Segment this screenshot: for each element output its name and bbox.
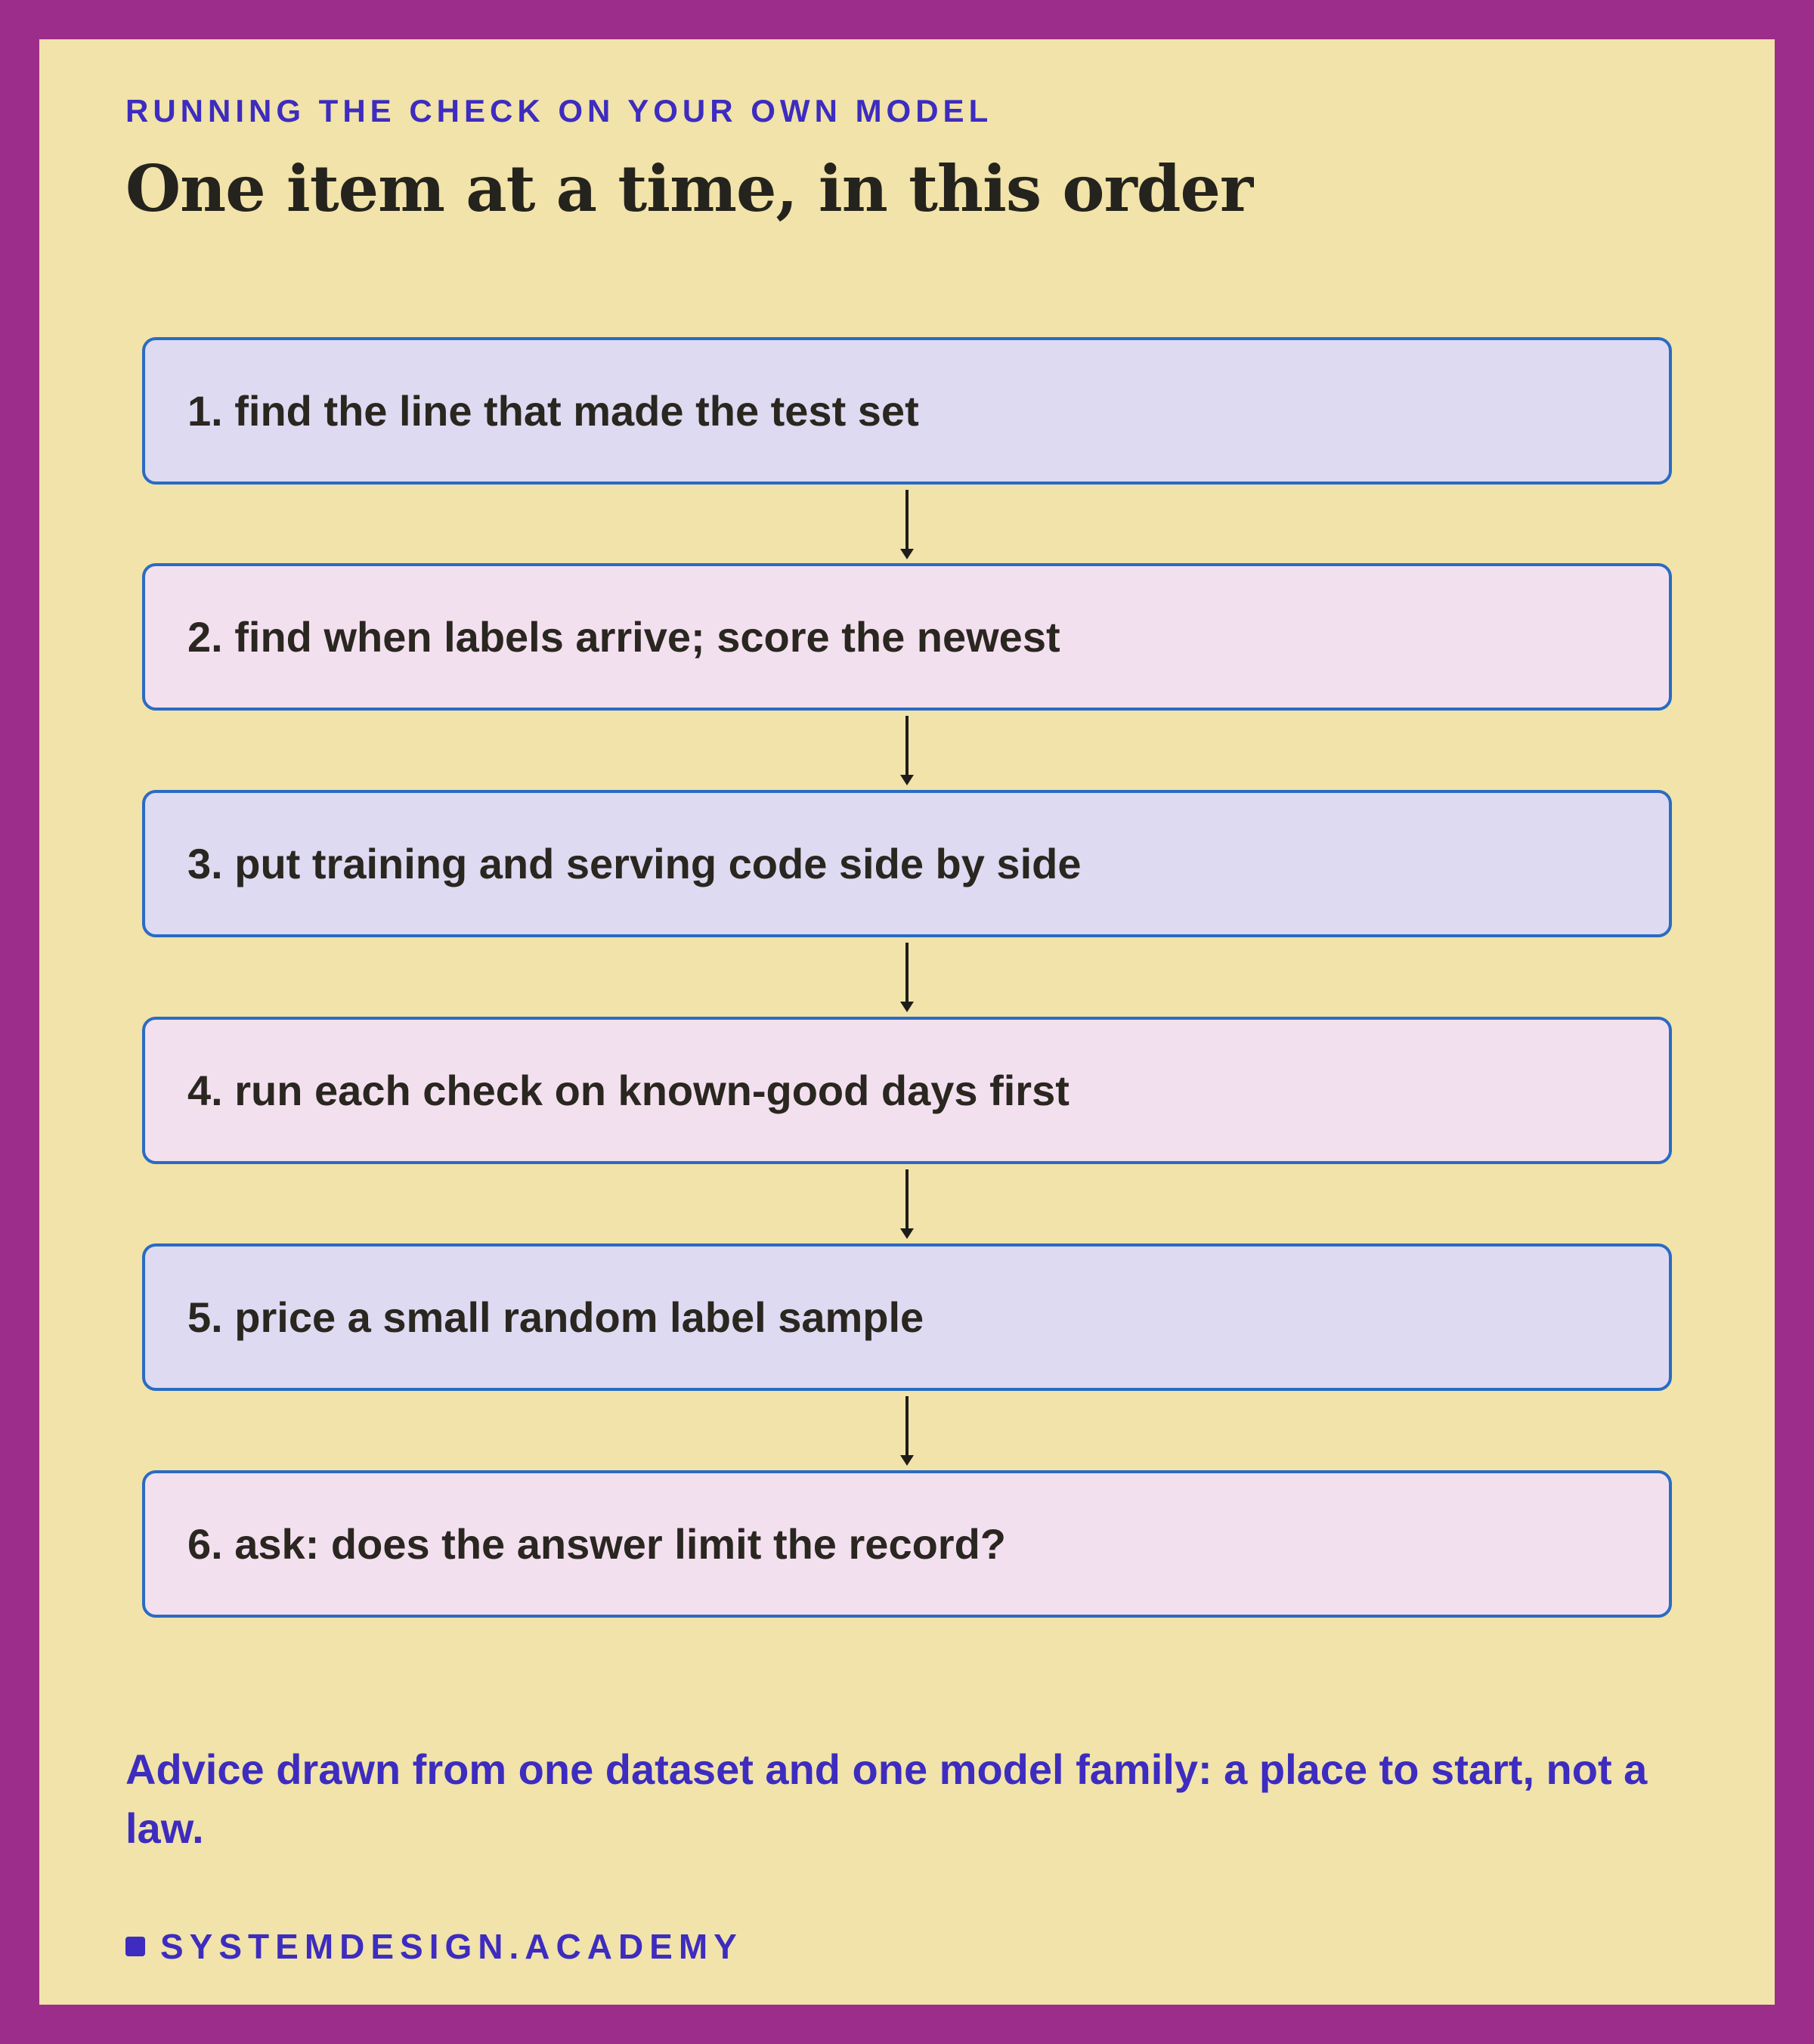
- step-box-3: 3. put training and serving code side by side: [142, 790, 1672, 937]
- arrow-down-icon: [898, 490, 916, 565]
- step-box-5: 5. price a small random label sample: [142, 1243, 1672, 1391]
- brand-square-icon: [125, 1937, 145, 1956]
- step-box-2: 2. find when labels arrive; score the newest: [142, 563, 1672, 711]
- arrow-down-icon: [898, 1396, 916, 1472]
- step-box-6: 6. ask: does the answer limit the record?: [142, 1470, 1672, 1618]
- footnote-text: Advice drawn from one dataset and one model family: a place to start, not a law.: [125, 1745, 1648, 1852]
- step-box-1: 1. find the line that made the test set: [142, 337, 1672, 485]
- brand-footer: [125, 1926, 743, 1967]
- kicker-label: RUNNING THE CHECK ON YOUR OWN MODEL: [125, 93, 993, 129]
- arrow-down-icon: [898, 716, 916, 791]
- brand-name: SYSTEMDESIGN.ACADEMY: [160, 1927, 743, 1966]
- page-title: One item at a time, in this order: [125, 151, 1253, 226]
- step-box-4: 4. run each check on known-good days first: [142, 1017, 1672, 1164]
- arrow-down-icon: [898, 943, 916, 1018]
- arrow-down-icon: [898, 1169, 916, 1245]
